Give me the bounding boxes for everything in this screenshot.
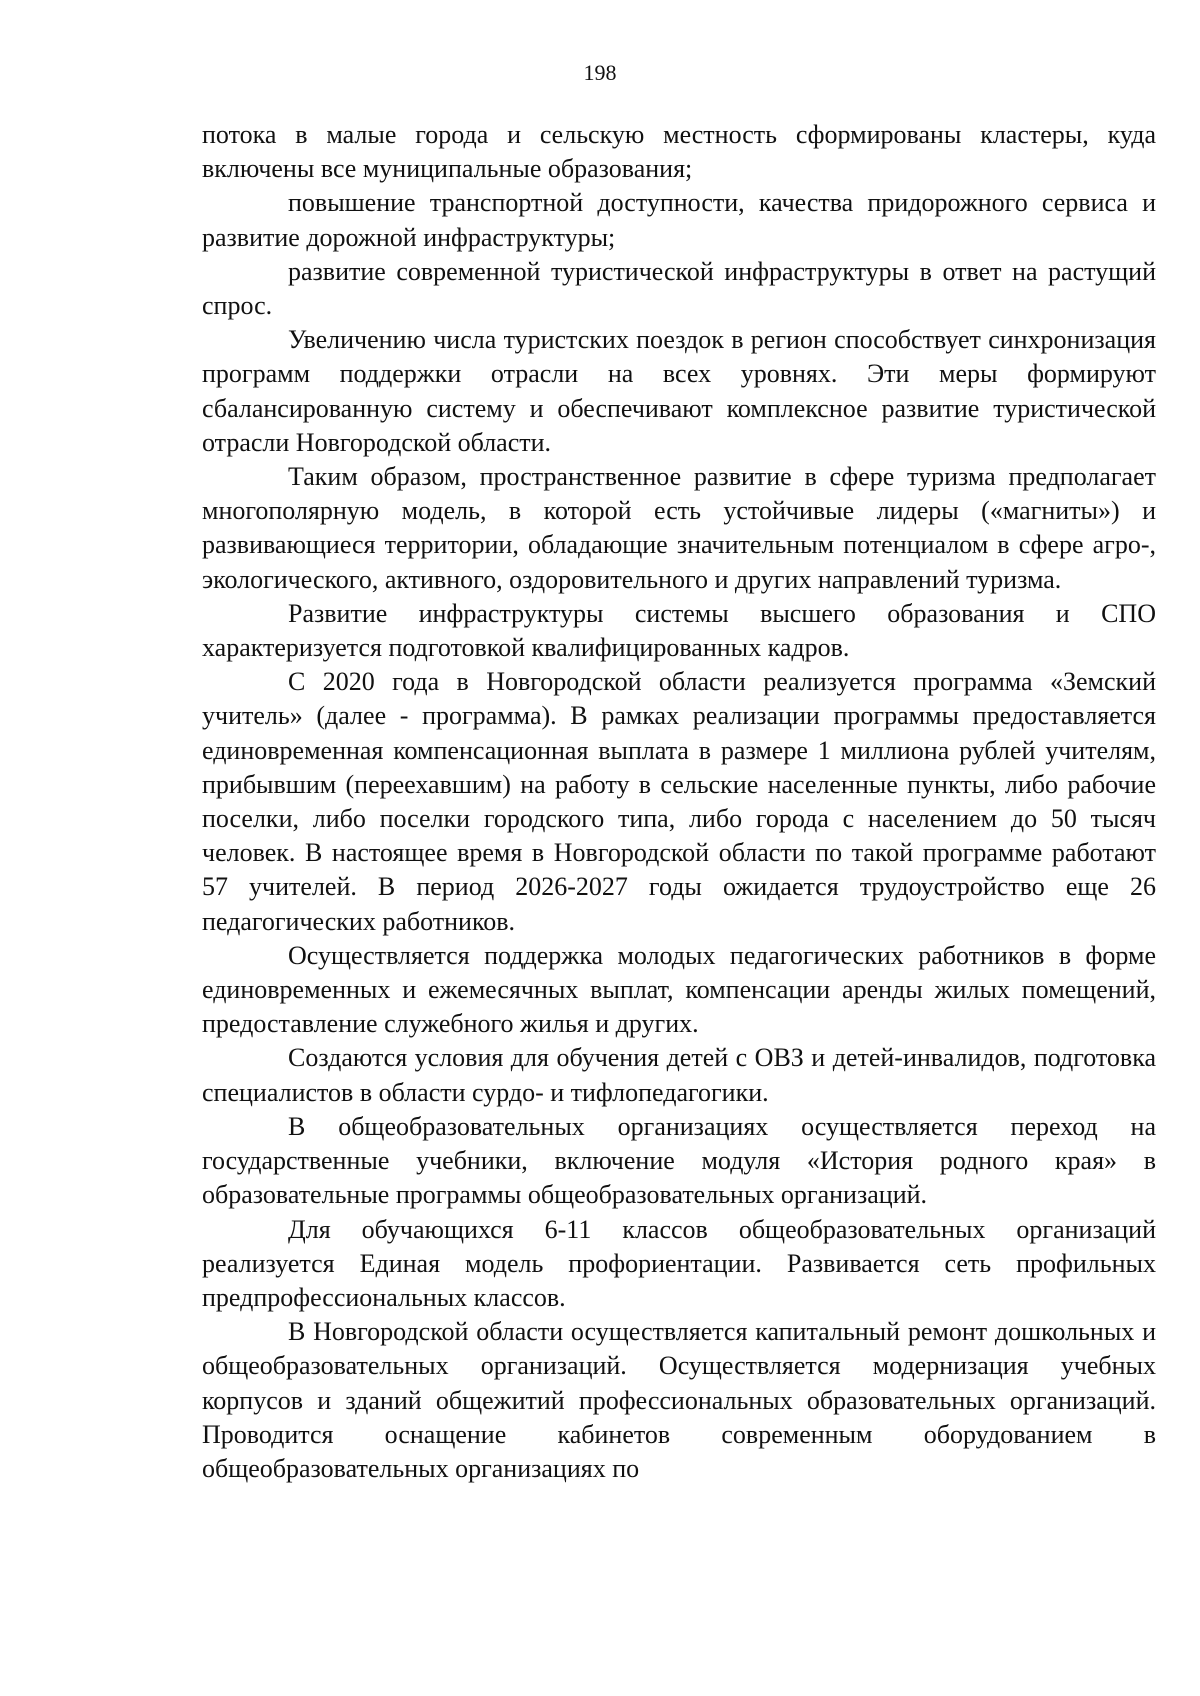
paragraph: Таким образом, пространственное развитие в сфере туризма предполагает многополярную модель, в которой есть устойчивые лидеры («магниты») и развивающиеся территории, обладающие значительным потенциалом в сфере агро-, экологического, активного, оздоровительного и других направлений туризма. — [202, 462, 1156, 594]
document-body — [202, 118, 1156, 1486]
paragraph: В общеобразовательных организациях осуществляется переход на государственные учебники, включение модуля «История родного края» в образовательные программы общеобразовательных организаций. — [202, 1111, 1156, 1210]
page-number: 198 — [583, 60, 617, 85]
paragraph: потока в малые города и сельскую местность сформированы кластеры, куда включены все муниципальные образования; — [202, 120, 1156, 184]
paragraph: развитие современной туристической инфраструктуры в ответ на растущий спрос. — [202, 256, 1156, 321]
paragraph: Осуществляется поддержка молодых педагогических работников в форме единовременных и ежемесячных выплат, компенсации аренды жилых помещений, предоставление служебного жилья и других. — [202, 940, 1156, 1039]
paragraph: Развитие инфраструктуры системы высшего образования и СПО характеризуется подготовкой квалифицированных кадров. — [202, 598, 1156, 663]
paragraph: С 2020 года в Новгородской области реализуется программа «Земский учитель» (далее - программа). В рамках реализации программы предоставляется единовременная компенсационная выплата в размере 1 миллиона рублей учителям, прибывшим (переехавшим) на работу в сельские населенные пункты, либо рабочие поселки, либо поселки городского типа, либо города с населением до 50 тысяч человек. В настоящее время в Новгородской области по такой программе работают 57 учителей. В период 2026-2027 годы ожидается трудоустройство еще 26 педагогических работников. — [202, 667, 1156, 936]
paragraph: Увеличению числа туристских поездок в регион способствует синхронизация программ поддержки отрасли на всех уровнях. Эти меры формируют сбалансированную систему и обеспечивают комплексное развитие туристической отрасли Новгородской области. — [202, 325, 1156, 457]
paragraph: повышение транспортной доступности, качества придорожного сервиса и развитие дорожной инфраструктуры; — [202, 188, 1156, 252]
paragraph: В Новгородской области осуществляется капитальный ремонт дошкольных и общеобразовательных организаций. Осуществляется модернизация учебных корпусов и зданий общежитий профессиональных образовательных организаций. Проводится оснащение кабинетов современным оборудованием в общеобразовательных организациях по — [202, 1317, 1156, 1483]
paragraph: Для обучающихся 6-11 классов общеобразовательных организаций реализуется Единая модель профориентации. Развивается сеть профильных предпрофессиональных классов. — [202, 1214, 1156, 1312]
paragraph: Создаются условия для обучения детей с ОВЗ и детей-инвалидов, подготовка специалистов в области сурдо- и тифлопедагогики. — [202, 1043, 1156, 1107]
